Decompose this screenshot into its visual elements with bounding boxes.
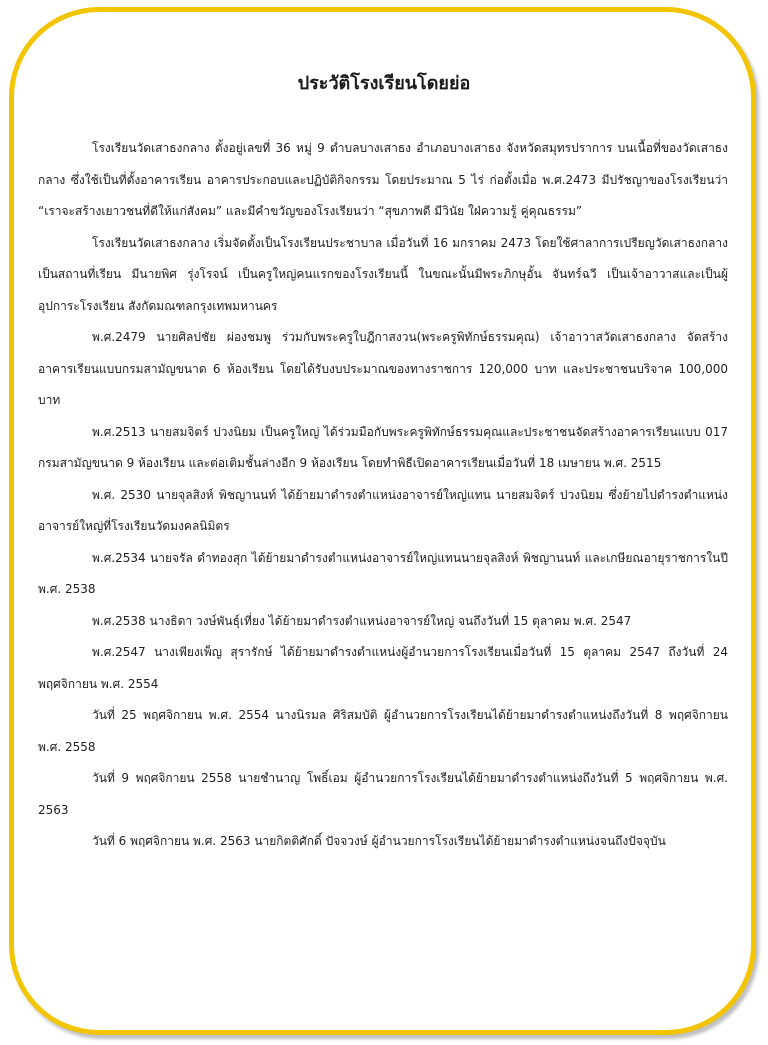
paragraph-1: โรงเรียนวัดเสาธงกลาง ตั้งอยู่เลขที่ 36 หมู่ 9 ตำบลบางเสาธง อำเภอบางเสาธง จังหวัดสมุทรปราการ บนเนื้อที่ของวัดเสาธงกลาง ซึ่งใช้เป็นที่ตั้งอาคารเรียน อาคารประกอบและปฏิบัติกิจกรรม โดยประมาณ 5 ไร่ ก่อตั้งเมื่อ พ.ศ.2473 มีปรัชญาของโรงเรียนว่า “เราจะสร้างเยาวชนที่ดีให้แก่สังคม” และมีคำขวัญของโรงเรียนว่า “สุขภาพดี มีวินัย ใฝ่ความรู้ คู่คุณธรรม” [38,141,728,218]
document-body [38,133,728,858]
paragraph-9: วันที่ 25 พฤศจิกายน พ.ศ. 2554 นางนิรมล ศิริสมบัติ ผู้อำนวยการโรงเรียนได้ย้ายมาดำรงตำแหน่งถึงวันที่ 8 พฤศจิกายน พ.ศ. 2558 [38,708,728,754]
page-title: ประวัติโรงเรียนโดยย่อ [297,73,471,94]
paragraph-6: พ.ศ.2534 นายจรัล ดำทองสุก ได้ย้ายมาดำรงตำแหน่งอาจารย์ใหญ่แทนนายจุลสิงห์ พิชญานนท์ และเกษียณอายุราชการในปี พ.ศ. 2538 [38,550,728,596]
paragraph-3: พ.ศ.2479 นายศิลปชัย ผ่องชมพู ร่วมกับพระครูใบฎีกาสงวน(พระครูพิทักษ์ธรรมคุณ) เจ้าอาวาสวัดเสาธงกลาง จัดสร้างอาคารเรียนแบบกรมสามัญขนาด 6 ห้องเรียน โดยได้รับงบประมาณของทางราชการ 120,000 บาท และประชาชนบริจาค 100,000 บาท [38,330,728,407]
paragraph-5: พ.ศ. 2530 นายจุลสิงห์ พิชญานนท์ ได้ย้ายมาดำรงตำแหน่งอาจารย์ใหญ่แทน นายสมจิตร์ ปวงนิยม ซึ่งย้ายไปดำรงตำแหน่งอาจารย์ใหญ่ที่โรงเรียนวัดมงคลนิมิตร [38,487,728,533]
paragraph-11: วันที่ 6 พฤศจิกายน พ.ศ. 2563 นายกิตติศักดิ์ ปัจจวงษ์ ผู้อำนวยการโรงเรียนได้ย้ายมาดำรงตำแหน่งจนถึงปัจจุบัน [92,834,666,848]
paragraph-8: พ.ศ.2547 นางเพียงเพ็ญ สุรารักษ์ ได้ย้ายมาดำรงตำแหน่งผู้อำนวยการโรงเรียนเมื่อวันที่ 15 ตุลาคม 2547 ถึงวันที่ 24 พฤศจิกายน พ.ศ. 2554 [38,645,728,691]
paragraph-4: พ.ศ.2513 นายสมจิตร์ ปวงนิยม เป็นครูใหญ่ ได้ร่วมมือกับพระครูพิทักษ์ธรรมคุณและประชาชนจัดสร้างอาคารเรียนแบบ 017 กรมสามัญขนาด 9 ห้องเรียน และต่อเติมชั้นล่างอีก 9 ห้องเรียน โดยทำพิธีเปิดอาคารเรียนเมื่อวันที่ 18 เมษายน พ.ศ. 2515 [38,424,728,470]
paragraph-7: พ.ศ.2538 นางธิดา วงษ์พันธุ์เที่ยง ได้ย้ายมาดำรงตำแหน่งอาจารย์ใหญ่ จนถึงวันที่ 15 ตุลาคม พ.ศ. 2547 [92,613,632,628]
paragraph-10: วันที่ 9 พฤศจิกายน 2558 นายชำนาญ โพธิ์เอม ผู้อำนวยการโรงเรียนได้ย้ายมาดำรงตำแหน่งถึงวันที่ 5 พฤศจิกายน พ.ศ. 2563 [38,771,728,817]
paragraph-2: โรงเรียนวัดเสาธงกลาง เริ่มจัดตั้งเป็นโรงเรียนประชาบาล เมื่อวันที่ 16 มกราคม 2473 โดยใช้ศาลาการเปรียญวัดเสาธงกลาง เป็นสถานที่เรียน มีนายพิศ รุ่งโรจน์ เป็นครูใหญ่คนแรกของโรงเรียนนี้ ในขณะนั้นมีพระภิกษุอั้น จันทร์ฉวี เป็นเจ้าอาวาสและเป็นผู้อุปการะโรงเรียน สังกัดมณฑลกรุงเทพมหานคร [38,235,728,313]
